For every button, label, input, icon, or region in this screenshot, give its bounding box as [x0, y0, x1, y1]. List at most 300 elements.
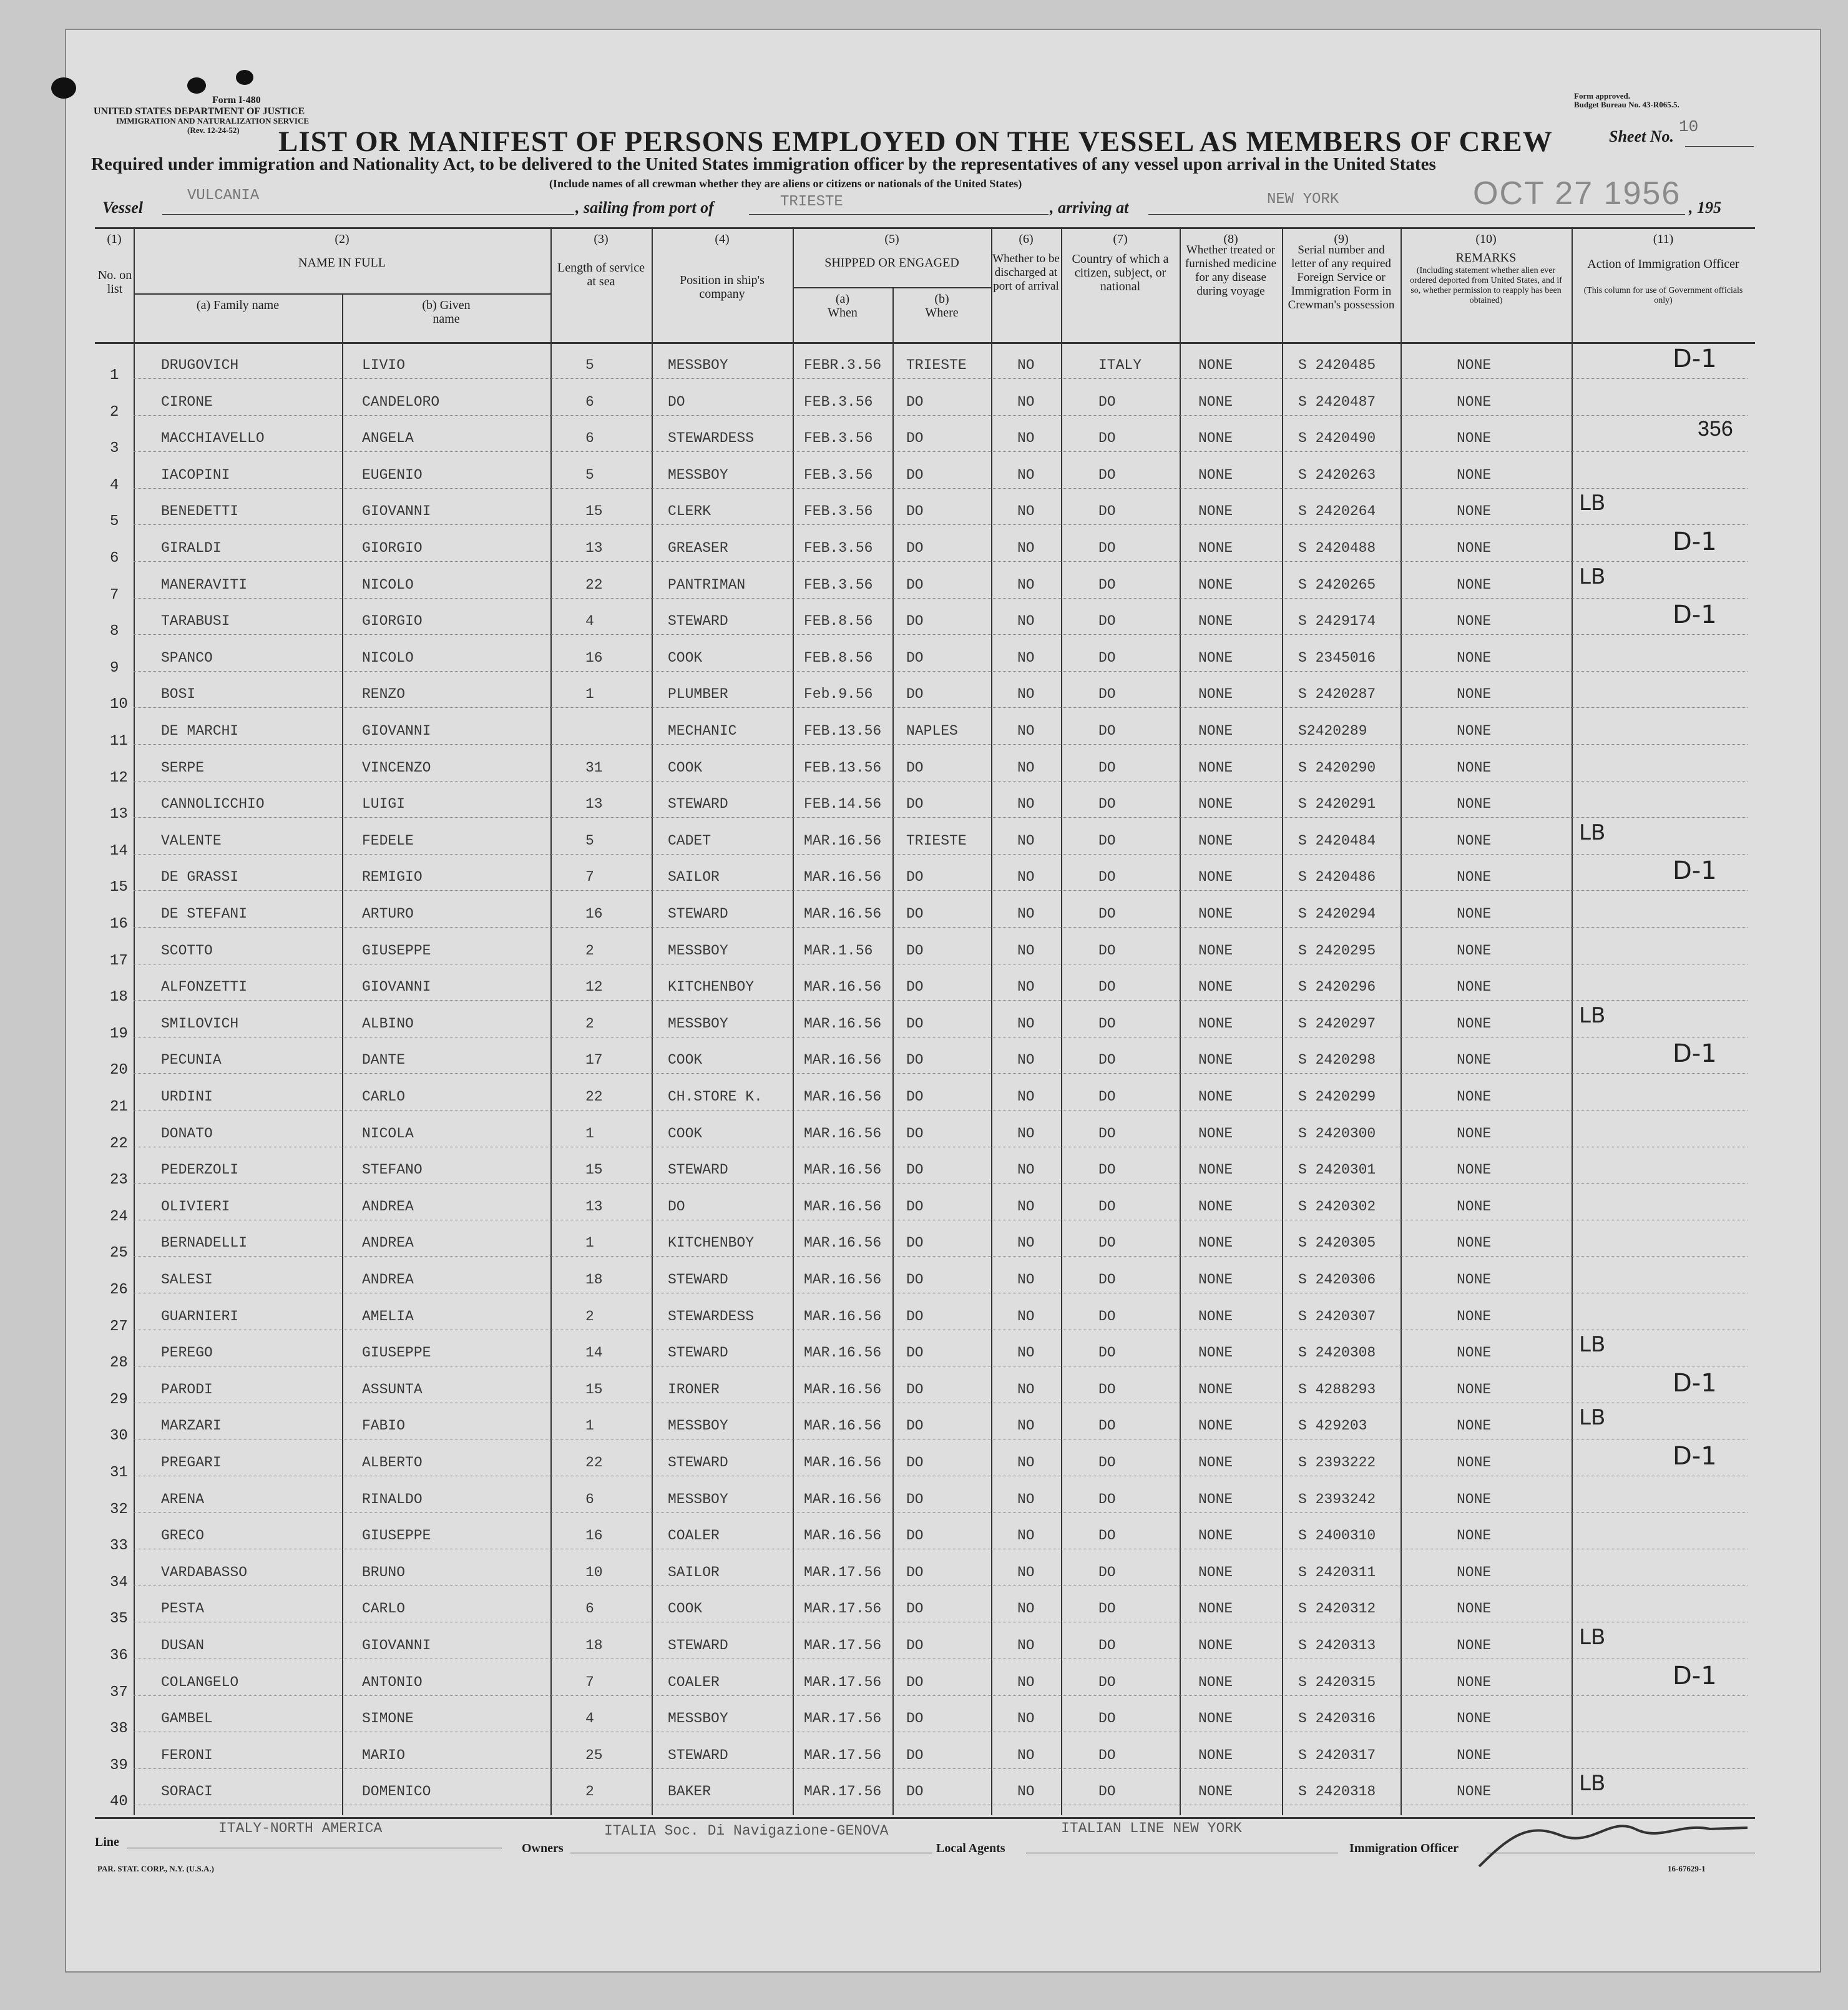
cell-when: MAR.16.56 — [804, 1125, 882, 1142]
cell-discharged: NO — [1017, 1710, 1035, 1727]
cell-family: GAMBEL — [161, 1710, 213, 1727]
cell-remarks: NONE — [1457, 1198, 1492, 1215]
column-divider — [892, 287, 894, 1815]
cell-remarks: NONE — [1457, 1162, 1492, 1179]
cell-remarks: NONE — [1457, 686, 1492, 703]
cell-given: EUGENIO — [362, 466, 423, 483]
cell-country: DO — [1098, 613, 1116, 630]
row-number: 23 — [110, 1172, 128, 1189]
cell-family: ARENA — [161, 1491, 205, 1508]
cell-position: BAKER — [668, 1783, 711, 1800]
cell-service: 18 — [585, 1637, 603, 1654]
officer-action-mark: D-1 — [1673, 1039, 1717, 1069]
row-divider — [134, 598, 1748, 599]
cell-family: MARZARI — [161, 1418, 222, 1434]
cell-serial: S 2420291 — [1298, 796, 1376, 813]
officer-action-mark: LB — [1579, 1625, 1606, 1650]
revision: (Rev. 12-24-52) — [187, 125, 240, 135]
row-number: 22 — [110, 1135, 128, 1152]
cell-position: STEWARD — [668, 613, 728, 630]
cell-remarks: NONE — [1457, 1381, 1492, 1398]
cell-when: MAR.16.56 — [804, 906, 882, 922]
row-number: 40 — [110, 1793, 128, 1811]
cell-treated: NONE — [1198, 723, 1233, 739]
cell-family: GIRALDI — [161, 540, 222, 556]
cell-where: DO — [906, 1089, 924, 1105]
col11-header: Action of Immigration Officer — [1587, 257, 1739, 271]
cell-country: DO — [1098, 1272, 1116, 1288]
cell-service: 2 — [585, 942, 594, 959]
line-value: ITALY-NORTH AMERICA — [218, 1820, 383, 1836]
cell-given: VINCENZO — [362, 759, 431, 776]
cell-family: PEREGO — [161, 1345, 213, 1361]
row-number: 33 — [110, 1537, 128, 1555]
cell-position: SAILOR — [668, 869, 720, 886]
cell-position: STEWARD — [668, 1637, 728, 1654]
cell-country: DO — [1098, 576, 1116, 593]
line-label: Line — [95, 1835, 119, 1849]
cell-family: COLANGELO — [161, 1674, 239, 1690]
cell-when: FEB.14.56 — [804, 796, 882, 813]
cell-family: GRECO — [161, 1527, 205, 1544]
cell-position: STEWARD — [668, 796, 728, 813]
cell-country: DO — [1098, 1198, 1116, 1215]
cell-serial: S 429203 — [1298, 1418, 1367, 1434]
cell-where: DO — [906, 759, 924, 776]
row-number: 38 — [110, 1720, 128, 1738]
cell-given: SIMONE — [362, 1710, 414, 1727]
cell-treated: NONE — [1198, 1235, 1233, 1252]
row-divider — [134, 744, 1748, 745]
cell-where: DO — [906, 1418, 924, 1434]
cell-given: GIOVANNI — [362, 979, 431, 996]
cell-serial: S 2420297 — [1298, 1015, 1376, 1032]
officer-action-mark: LB — [1579, 564, 1606, 589]
cell-discharged: NO — [1017, 1272, 1035, 1288]
cell-treated: NONE — [1198, 430, 1233, 447]
row-divider — [134, 1183, 1748, 1184]
cell-family: PESTA — [161, 1601, 205, 1617]
cell-remarks: NONE — [1457, 613, 1492, 630]
col10-header: REMARKS — [1455, 251, 1517, 265]
cell-given: BRUNO — [362, 1564, 406, 1581]
cell-where: NAPLES — [906, 723, 958, 739]
cell-position: COOK — [668, 1052, 703, 1069]
row-divider — [134, 781, 1748, 782]
cell-remarks: NONE — [1457, 430, 1492, 447]
cell-when: FEB.3.56 — [804, 540, 873, 556]
cell-family: SMILOVICH — [161, 1015, 239, 1032]
cell-when: MAR.16.56 — [804, 1345, 882, 1361]
cell-treated: NONE — [1198, 686, 1233, 703]
cell-country: DO — [1098, 1089, 1116, 1105]
cell-serial: S 2393242 — [1298, 1491, 1376, 1508]
cell-when: Feb.9.56 — [804, 686, 873, 703]
cell-treated: NONE — [1198, 1125, 1233, 1142]
cell-family: BENEDETTI — [161, 503, 239, 520]
cell-where: DO — [906, 1710, 924, 1727]
cell-given: CARLO — [362, 1089, 406, 1105]
cell-given: GIOVANNI — [362, 723, 431, 739]
cell-when: FEB.13.56 — [804, 723, 882, 739]
cell-discharged: NO — [1017, 430, 1035, 447]
cell-position: GREASER — [668, 540, 728, 556]
cell-discharged: NO — [1017, 1125, 1035, 1142]
cell-remarks: NONE — [1457, 759, 1492, 776]
cell-where: DO — [906, 503, 924, 520]
row-number: 10 — [110, 696, 128, 713]
row-number: 14 — [110, 842, 128, 860]
cell-treated: NONE — [1198, 1637, 1233, 1654]
cell-country: DO — [1098, 1308, 1116, 1325]
cell-family: IACOPINI — [161, 466, 230, 483]
cell-treated: NONE — [1198, 1308, 1233, 1325]
row-number: 21 — [110, 1099, 128, 1115]
row-number: 26 — [110, 1282, 128, 1298]
cell-treated: NONE — [1198, 979, 1233, 996]
cell-remarks: NONE — [1457, 979, 1492, 996]
row-number: 16 — [110, 916, 128, 933]
cell-treated: NONE — [1198, 1162, 1233, 1179]
cell-where: DO — [906, 649, 924, 666]
cell-position: STEWARD — [668, 906, 728, 922]
cell-when: MAR.17.56 — [804, 1783, 882, 1800]
cell-service: 22 — [585, 1454, 603, 1471]
cell-family: FERONI — [161, 1747, 213, 1763]
cell-remarks: NONE — [1457, 576, 1492, 593]
cell-where: DO — [906, 906, 924, 922]
cell-given: RINALDO — [362, 1491, 423, 1508]
cell-service: 1 — [585, 1418, 594, 1434]
cell-discharged: NO — [1017, 1381, 1035, 1398]
cell-given: ANGELA — [362, 430, 414, 447]
officer-action-mark: D-1 — [1673, 345, 1717, 373]
cell-where: DO — [906, 466, 924, 483]
cell-position: CH.STORE K. — [668, 1089, 763, 1105]
cell-where: TRIESTE — [906, 832, 967, 849]
cell-when: FEB.3.56 — [804, 466, 873, 483]
row-number: 3 — [110, 440, 119, 458]
punch-hole-mark — [236, 70, 253, 85]
cell-country: DO — [1098, 1527, 1116, 1544]
arriving-label: , arriving at — [1050, 199, 1129, 217]
cell-where: DO — [906, 942, 924, 959]
sheet-number: 10 — [1679, 117, 1699, 136]
col1-num: (1) — [107, 232, 122, 246]
cell-position: SAILOR — [668, 1564, 720, 1581]
cell-position: MECHANIC — [668, 723, 737, 739]
cell-family: BOSI — [161, 686, 196, 703]
cell-discharged: NO — [1017, 942, 1035, 959]
officer-action-mark: D-1 — [1673, 601, 1717, 630]
officer-label: Immigration Officer — [1349, 1841, 1459, 1855]
cell-where: DO — [906, 1747, 924, 1763]
cell-position: CLERK — [668, 503, 711, 520]
agents-value: ITALIAN LINE NEW YORK — [1061, 1820, 1242, 1836]
cell-discharged: NO — [1017, 1089, 1035, 1105]
cell-remarks: NONE — [1457, 1235, 1492, 1252]
cell-service: 16 — [585, 1527, 603, 1544]
cell-family: SCOTTO — [161, 942, 213, 959]
cell-when: MAR.16.56 — [804, 1454, 882, 1471]
cell-position: COOK — [668, 1601, 703, 1617]
cell-country: DO — [1098, 869, 1116, 886]
cell-serial: S 2420295 — [1298, 942, 1376, 959]
row-number: 15 — [110, 879, 128, 896]
cell-discharged: NO — [1017, 613, 1035, 630]
cell-position: MESSBOY — [668, 466, 728, 483]
cell-serial: S 2420296 — [1298, 979, 1376, 996]
cell-family: PARODI — [161, 1381, 213, 1398]
cell-discharged: NO — [1017, 1162, 1035, 1179]
cell-country: DO — [1098, 503, 1116, 520]
row-divider — [134, 415, 1748, 416]
cell-country: DO — [1098, 1564, 1116, 1581]
cell-country: DO — [1098, 1381, 1116, 1398]
cell-treated: NONE — [1198, 832, 1233, 849]
cell-discharged: NO — [1017, 1564, 1035, 1581]
cell-position: STEWARD — [668, 1345, 728, 1361]
cell-treated: NONE — [1198, 1601, 1233, 1617]
cell-serial: S 2420312 — [1298, 1601, 1376, 1617]
cell-remarks: NONE — [1457, 1125, 1492, 1142]
cell-serial: S 2420299 — [1298, 1089, 1376, 1105]
cell-given: FEDELE — [362, 832, 414, 849]
cell-discharged: NO — [1017, 1527, 1035, 1544]
cell-given: GIORGIO — [362, 613, 423, 630]
cell-position: CADET — [668, 832, 711, 849]
cell-service: 1 — [585, 686, 594, 703]
cell-remarks: NONE — [1457, 832, 1492, 849]
cell-remarks: NONE — [1457, 1637, 1492, 1654]
row-number: 25 — [110, 1245, 128, 1262]
cell-when: MAR.16.56 — [804, 869, 882, 886]
row-number: 19 — [110, 1025, 128, 1042]
cell-treated: NONE — [1198, 503, 1233, 520]
officer-action-mark: LB — [1579, 491, 1606, 516]
col2b-header: (b) Given name — [422, 298, 471, 326]
officer-action-mark: D-1 — [1673, 1442, 1717, 1471]
cell-given: REMIGIO — [362, 869, 423, 886]
cell-where: DO — [906, 1491, 924, 1508]
col6-num: (6) — [1019, 232, 1034, 246]
cell-service: 17 — [585, 1052, 603, 1069]
cell-remarks: NONE — [1457, 1783, 1492, 1800]
cell-remarks: NONE — [1457, 1454, 1492, 1471]
page-title: LIST OR MANIFEST OF PERSONS EMPLOYED ON THE VESSEL AS MEMBERS OF CREW — [278, 125, 1553, 158]
row-number: 18 — [110, 989, 128, 1006]
cell-family: TARABUSI — [161, 613, 230, 630]
cell-where: DO — [906, 1527, 924, 1544]
cell-when: MAR.16.56 — [804, 1089, 882, 1105]
cell-discharged: NO — [1017, 1052, 1035, 1069]
cell-country: DO — [1098, 393, 1116, 410]
cell-treated: NONE — [1198, 796, 1233, 813]
cell-position: COALER — [668, 1527, 720, 1544]
cell-position: MESSBOY — [668, 357, 728, 373]
cell-country: DO — [1098, 1162, 1116, 1179]
owners-label: Owners — [522, 1841, 564, 1855]
cell-discharged: NO — [1017, 503, 1035, 520]
cell-country: DO — [1098, 1710, 1116, 1727]
cell-service: 22 — [585, 576, 603, 593]
cell-position: STEWARD — [668, 1272, 728, 1288]
cell-family: CIRONE — [161, 393, 213, 410]
cell-serial: S 2420301 — [1298, 1162, 1376, 1179]
cell-serial: S 2420486 — [1298, 869, 1376, 886]
cell-service: 5 — [585, 466, 594, 483]
cell-country: DO — [1098, 942, 1116, 959]
cell-when: MAR.16.56 — [804, 1381, 882, 1398]
col11-num: (11) — [1653, 232, 1674, 246]
row-number: 31 — [110, 1464, 128, 1481]
row-number: 34 — [110, 1574, 128, 1591]
cell-where: DO — [906, 1454, 924, 1471]
cell-country: DO — [1098, 649, 1116, 666]
column-divider — [1401, 227, 1402, 1815]
cell-treated: NONE — [1198, 1381, 1233, 1398]
cell-position: MESSBOY — [668, 1491, 728, 1508]
cell-serial: S 2420305 — [1298, 1235, 1376, 1252]
col10-note: (Including statement whether alien ever ordered deported from United States, and if so, whether permission to reapply has been obtained) — [1410, 266, 1562, 305]
cell-treated: NONE — [1198, 1674, 1233, 1690]
cell-when: MAR.16.56 — [804, 832, 882, 849]
cell-serial: S 2420485 — [1298, 357, 1376, 373]
column-divider — [991, 227, 992, 1815]
cell-given: ANDREA — [362, 1198, 414, 1215]
row-number: 11 — [110, 733, 128, 750]
row-number: 1 — [110, 367, 119, 384]
column-divider — [550, 227, 552, 1815]
agents-label: Local Agents — [936, 1841, 1005, 1855]
col7-header: Country of which a citizen, subject, or national — [1072, 252, 1169, 293]
cell-family: URDINI — [161, 1089, 213, 1105]
officer-action-mark: D-1 — [1673, 527, 1717, 556]
cell-treated: NONE — [1198, 1564, 1233, 1581]
cell-family: DONATO — [161, 1125, 213, 1142]
cell-given: RENZO — [362, 686, 406, 703]
cell-discharged: NO — [1017, 1454, 1035, 1471]
cell-country: DO — [1098, 723, 1116, 739]
cell-service: 6 — [585, 393, 594, 410]
cell-service: 15 — [585, 1162, 603, 1179]
cell-country: DO — [1098, 466, 1116, 483]
cell-discharged: NO — [1017, 1308, 1035, 1325]
cell-discharged: NO — [1017, 576, 1035, 593]
col3-header: Length of service at sea — [557, 261, 645, 288]
cell-discharged: NO — [1017, 649, 1035, 666]
cell-treated: NONE — [1198, 1491, 1233, 1508]
cell-family: DE STEFANI — [161, 906, 248, 922]
cell-country: DO — [1098, 759, 1116, 776]
owners-value: ITALIA Soc. Di Navigazione-GENOVA — [604, 1823, 889, 1839]
cell-discharged: NO — [1017, 466, 1035, 483]
cell-serial: S 2420316 — [1298, 1710, 1376, 1727]
cell-country: DO — [1098, 1783, 1116, 1800]
officer-action-mark: LB — [1579, 820, 1606, 845]
cell-service: 6 — [585, 430, 594, 447]
row-number: 32 — [110, 1501, 128, 1518]
cell-position: STEWARD — [668, 1747, 728, 1763]
cell-family: PEDERZOLI — [161, 1162, 239, 1179]
cell-when: MAR.16.56 — [804, 1272, 882, 1288]
cell-service: 4 — [585, 613, 594, 630]
cell-service: 2 — [585, 1783, 594, 1800]
cell-service: 4 — [585, 1710, 594, 1727]
officer-action-mark: D-1 — [1673, 1661, 1717, 1690]
row-number: 13 — [110, 806, 128, 823]
row-divider — [134, 817, 1748, 818]
cell-treated: NONE — [1198, 466, 1233, 483]
row-number: 24 — [110, 1208, 128, 1225]
vessel-label: Vessel — [102, 199, 143, 217]
cell-when: FEB.3.56 — [804, 430, 873, 447]
row-number: 39 — [110, 1757, 128, 1774]
cell-remarks: NONE — [1457, 1345, 1492, 1361]
col1-header: No. on list — [97, 268, 132, 296]
cell-remarks: NONE — [1457, 357, 1492, 373]
cell-given: DANTE — [362, 1052, 406, 1069]
cell-serial: S 2429174 — [1298, 613, 1376, 630]
cell-remarks: NONE — [1457, 1418, 1492, 1434]
cell-when: FEB.8.56 — [804, 613, 873, 630]
row-number: 6 — [110, 550, 119, 567]
cell-remarks: NONE — [1457, 540, 1492, 556]
row-number: 5 — [110, 513, 119, 531]
cell-position: MESSBOY — [668, 1015, 728, 1032]
row-number: 7 — [110, 586, 119, 604]
cell-remarks: NONE — [1457, 649, 1492, 666]
cell-position: MESSBOY — [668, 1710, 728, 1727]
cell-family: OLIVIERI — [161, 1198, 230, 1215]
cell-where: DO — [906, 686, 924, 703]
cell-where: TRIESTE — [906, 357, 967, 373]
row-number: 36 — [110, 1647, 128, 1664]
cell-family: SORACI — [161, 1783, 213, 1800]
cell-discharged: NO — [1017, 1345, 1035, 1361]
column-divider — [793, 227, 794, 1815]
form-approved: Form approved. — [1574, 91, 1631, 100]
department: UNITED STATES DEPARTMENT OF JUSTICE — [94, 106, 305, 117]
cell-where: DO — [906, 430, 924, 447]
cell-service: 5 — [585, 357, 594, 373]
cell-treated: NONE — [1198, 906, 1233, 922]
row-number: 37 — [110, 1684, 128, 1701]
cell-where: DO — [906, 1345, 924, 1361]
col9-num: (9) — [1334, 232, 1349, 246]
officer-action-mark: D-1 — [1673, 1368, 1717, 1398]
cell-country: DO — [1098, 1601, 1116, 1617]
cell-serial: S 2420487 — [1298, 393, 1376, 410]
cell-where: DO — [906, 1125, 924, 1142]
cell-discharged: NO — [1017, 723, 1035, 739]
cell-given: NICOLO — [362, 649, 414, 666]
cell-treated: NONE — [1198, 1198, 1233, 1215]
cell-service: 2 — [585, 1308, 594, 1325]
cell-discharged: NO — [1017, 869, 1035, 886]
sheet-label: Sheet No. — [1609, 127, 1674, 145]
cell-family: DE MARCHI — [161, 723, 239, 739]
cell-given: GIUSEPPE — [362, 942, 431, 959]
cell-given: CANDELORO — [362, 393, 440, 410]
cell-treated: NONE — [1198, 1345, 1233, 1361]
cell-service: 2 — [585, 1015, 594, 1032]
cell-when: MAR.16.56 — [804, 1308, 882, 1325]
cell-family: ALFONZETTI — [161, 979, 248, 996]
cell-serial: S 2420317 — [1298, 1747, 1376, 1763]
cell-where: DO — [906, 1235, 924, 1252]
cell-family: SPANCO — [161, 649, 213, 666]
